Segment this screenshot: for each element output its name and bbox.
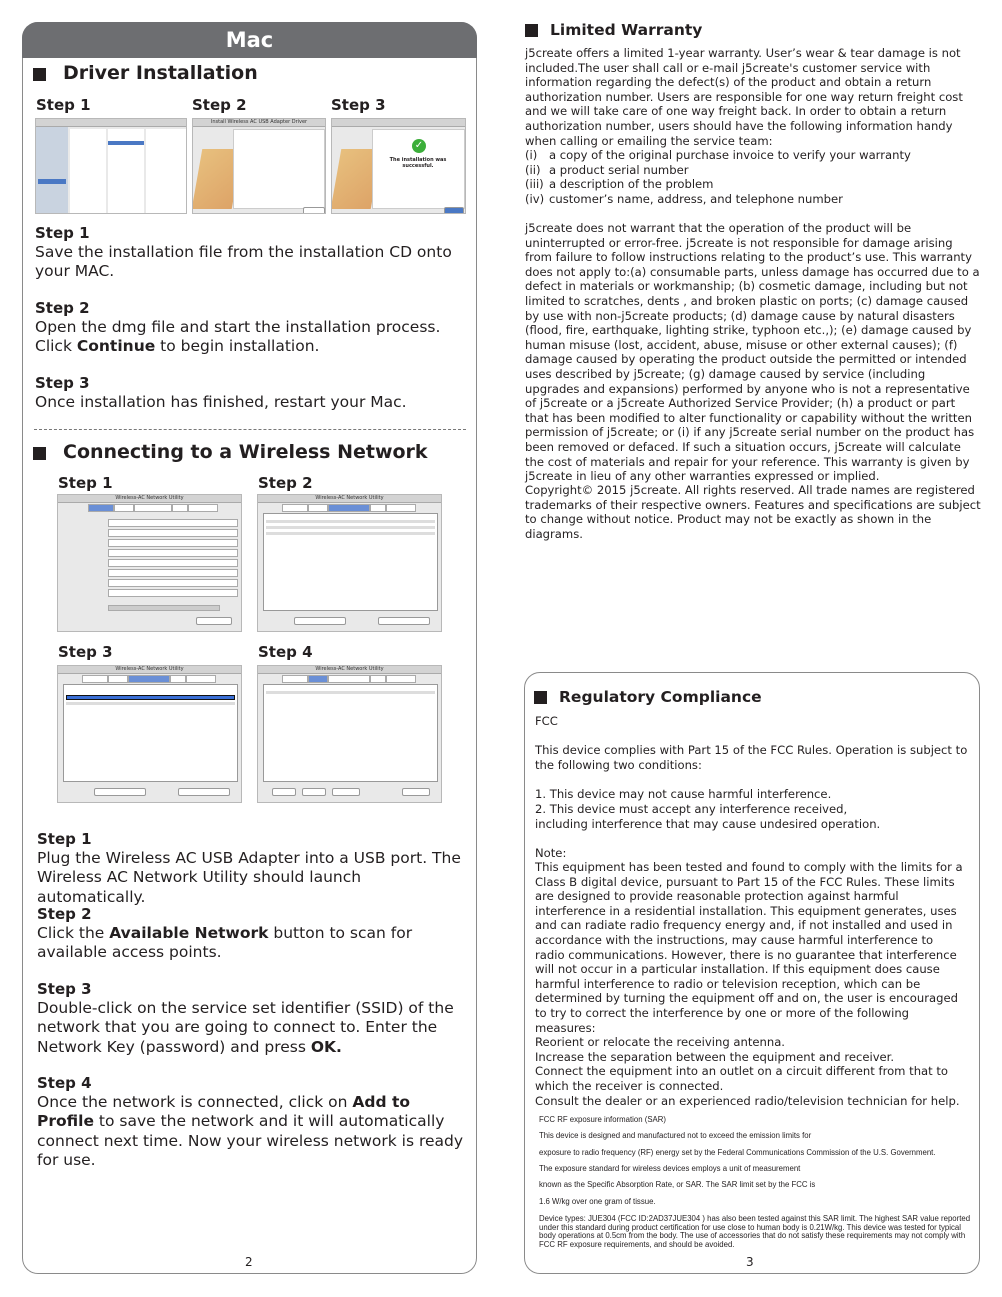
wireless-step4-label: Step 4 <box>37 1074 92 1092</box>
ok-emphasis: OK. <box>310 1037 342 1056</box>
list-item: (ii) a product serial number <box>525 162 689 177</box>
page-number-right: 3 <box>746 1255 754 1269</box>
driver-step1-text: Save the installation file from the installation CD onto your MAC. <box>35 243 452 281</box>
wireless-step2-label: Step 2 <box>37 905 92 923</box>
wireless-step2-text: Click the Available Network button to scan for available access points. <box>37 924 413 962</box>
driver-shot-label-1: Step 1 <box>36 96 91 114</box>
continue-mini-button <box>303 207 325 214</box>
driver-step2-screenshot <box>192 118 326 214</box>
sar-line-3: exposure to radio frequency (RF) energy set by the Federal Communications Commission of the U.S. Government. <box>539 1148 936 1157</box>
measure-2: Increase the separation between the equipment and receiver. <box>535 1050 895 1064</box>
driver-step3-label: Step 3 <box>35 374 90 392</box>
driver-installation-title: Driver Installation <box>63 62 258 84</box>
wireless-step4-screenshot: Wireless-AC Network Utility <box>257 665 442 803</box>
section-divider <box>34 429 466 430</box>
driver-step1-label: Step 1 <box>35 224 90 242</box>
list-item: (i) a copy of the original purchase invoice to verify your warranty <box>525 148 911 162</box>
warranty-title: Limited Warranty <box>550 21 703 39</box>
wireless-shot-label-4: Step 4 <box>258 643 313 661</box>
sar-line-2: This device is designed and manufactured not to exceed the emission limits for <box>539 1131 812 1140</box>
driver-step2-text: Open the dmg file and start the installation process. Click Continue to begin installation. <box>35 318 441 356</box>
fcc-condition-2: 2. This device must accept any interference received, including interference that may cause undesired operation. <box>535 802 881 831</box>
sar-line-6: 1.6 W/kg over one gram of tissue. <box>539 1197 656 1206</box>
mac-header: Mac <box>22 22 477 58</box>
add-to-profile-emphasis: Add to Profile <box>37 1093 411 1131</box>
device-types-text: Device types: JUE304 (FCC ID:2AD37JUE304 ) has also been tested against this SAR limit. The highest SAR value reported under this standard during product certification for use close to human body is 0.21W/kg. This device was tested for typical body operations at 0.5cm from the body. The use of accessories that do not satisfy these requirements may not comply with FCC RF exposure requirements, and should be avoided. <box>539 1214 971 1249</box>
driver-step3-text: Once installation has finished, restart your Mac. <box>35 393 407 411</box>
wireless-shot-label-2: Step 2 <box>258 474 313 492</box>
bullet-square-icon <box>534 691 547 704</box>
warranty-terms: j5create does not warrant that the operation of the product will be uninterrupted or error-free. j5create is not responsible for damage arising from failure to follow instructions relating to the product’s use. This warranty does not apply to:(a) consumable parts, unless damage has occurred due to a defect in materials or workmanship; (b) cosmetic damage, including but not limited to scratches, dents , and broken plastic on ports; (c) damage caused by use with non-j5create products; (d) damage cause by natural disasters (flood, fire, earthquake, lighting strike, typhoon etc.,); (e) damage caused by human misuse (lost, accident, abuse, misuse or other external causes); (f) damage caused by operating the product outside the permitted or intended uses described by j5create; (g) damage caused by service (including upgrades and expansions) performed by anyone who is not a representative of j5create or a j5create Authorized Service Provider; (h) a product or part that has been modified to alter functionality or capability without the written permission of j5create; or (i) if any j5create serial number on the product has been removed or defaced. If such a situation occurs, j5create will calculate the cost of materials and repair for your reference. This warranty is given by j5create in lieu of any other warranties expressed or implied. <box>525 221 980 484</box>
available-network-emphasis: Available Network <box>109 924 269 942</box>
warranty-intro: j5create offers a limited 1-year warranty. User’s wear & tear damage is not included.The user shall call or e-mail j5create's customer service with information regarding the defect(s) of the product and obtain a return authorization number. Users are responsible for one way return freight cost and we will take care of one way freight back. In order to obtain a return authorization number, users should have the following information handy when calling or emailing the service team: <box>525 46 963 148</box>
wireless-network-title: Connecting to a Wireless Network <box>63 441 428 463</box>
sar-line-1: FCC RF exposure information (SAR) <box>539 1115 666 1124</box>
bullet-square-icon <box>33 447 46 460</box>
continue-emphasis: Continue <box>76 337 156 356</box>
wireless-step3-text: Double-click on the service set identifier (SSID) of the network that you are going to connect to. Enter the Network Key (password) and press OK. <box>37 999 454 1056</box>
note-paragraph: This equipment has been tested and found to comply with the limits for a Class B digital device, pursuant to Part 15 of the FCC Rules. These limits are designed to provide reasonable protection against harmful interference in a residential installation. This equipment generates, uses and can radiate radio frequency energy and, if not installed and used in accordance with the instructions, may cause harmful interference to radio communications. However, there is no guarantee that interference will not occur in a particular installation. If this equipment does cause harmful interference to radio or television reception, which can be determined by turning the equipment off and on, the user is encouraged to try to correct the interference by one or more of the following measures: <box>535 860 963 1035</box>
install-success-text: The installation was successful. <box>389 157 447 169</box>
fcc-paragraph: This device complies with Part 15 of the FCC Rules. Operation is subject to the following two conditions: <box>535 743 968 772</box>
list-item: (iv) customer’s name, address, and telephone number <box>525 191 843 206</box>
note-label: Note: <box>535 846 567 860</box>
list-item: (iii) a description of the problem <box>525 177 714 192</box>
wireless-step2-screenshot: Wireless-AC Network Utility <box>257 494 442 632</box>
wireless-step4-text: Once the network is connected, click on Add to Profile to save the network and it will automatically connect next time. Now your wireless network is ready for use. <box>37 1093 464 1170</box>
fcc-label: FCC <box>535 714 558 728</box>
driver-step2-label: Step 2 <box>35 299 90 317</box>
wireless-shot-label-3: Step 3 <box>58 643 113 661</box>
wireless-step1-screenshot: Wireless-AC Network Utility <box>57 494 242 632</box>
warranty-list <box>525 148 981 206</box>
close-mini-button <box>444 207 464 214</box>
regulatory-title: Regulatory Compliance <box>559 688 762 706</box>
installer-window-title: Install Wireless AC USB Adapter Driver <box>210 119 308 125</box>
driver-shot-label-3: Step 3 <box>331 96 386 114</box>
wireless-step3-screenshot: Wireless-AC Network Utility <box>57 665 242 803</box>
wireless-step1-label: Step 1 <box>37 830 92 848</box>
copyright-text: Copyright© 2015 j5create. All rights reserved. All trade names are registered trademarks of their respective owners. Features and specifications are subject to change without notice. Product may not be exactly as shown in the diagrams. <box>525 483 981 541</box>
wireless-step1-text: Plug the Wireless AC USB Adapter into a USB port. The Wireless AC Network Utility should launch automatically. <box>37 849 461 906</box>
measure-4: Consult the dealer or an experienced radio/television technician for help. <box>535 1094 960 1108</box>
driver-step3-screenshot <box>331 118 466 214</box>
success-check-icon: ✓ <box>412 139 426 153</box>
driver-shot-label-2: Step 2 <box>192 96 247 114</box>
bullet-square-icon <box>525 24 538 37</box>
wireless-step3-label: Step 3 <box>37 980 92 998</box>
measure-3: Connect the equipment into an outlet on a circuit different from that to which the receiver is connected. <box>535 1064 949 1093</box>
measure-1: Reorient or relocate the receiving antenna. <box>535 1035 785 1049</box>
wireless-shot-label-1: Step 1 <box>58 474 113 492</box>
driver-step1-screenshot <box>35 118 187 214</box>
page-number-left: 2 <box>245 1255 253 1269</box>
fcc-condition-1: 1. This device may not cause harmful interference. <box>535 787 832 801</box>
turn-radio-off-mini-button <box>196 617 232 625</box>
sar-line-4: The exposure standard for wireless devices employs a unit of measurement <box>539 1164 801 1173</box>
sar-line-5: known as the Specific Absorption Rate, or SAR. The SAR limit set by the FCC is <box>539 1180 816 1189</box>
bullet-square-icon <box>33 68 46 81</box>
